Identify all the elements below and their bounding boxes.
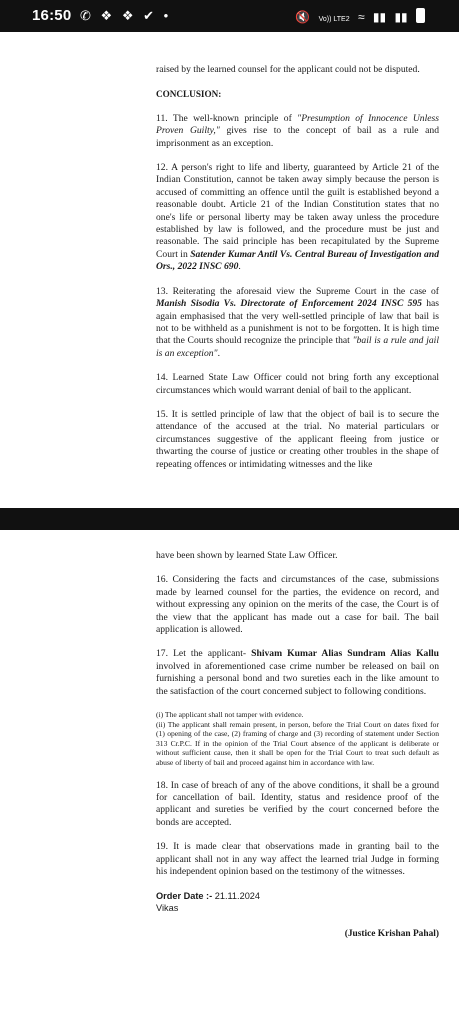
paragraph-13 [156, 286, 439, 360]
p12-text-b: . [238, 261, 241, 273]
p17-text-b: involved in aforementioned case crime number be released on bail on furnishing a personal bond and two sureties each in the like amount to the satisfaction of the court concerned subject to following conditions. [156, 660, 439, 697]
app-grid-icon-2: ❖ [121, 8, 134, 23]
paragraph-continuation-2: have been shown by learned State Law Officer. [156, 550, 338, 561]
p13-text-b: has again emphasised that the very well-settled principle of law that bail is not to be withheld as a punishment is not to be forgotten. It is high time that the Courts should recognize the principle that [156, 298, 440, 347]
paragraph-14: 14. Learned State Law Officer could not bring forth any exceptional circumstances which would warrant denial of bail to the applicant. [156, 372, 439, 396]
mute-icon: 🔇 [295, 10, 311, 24]
document-page-2[interactable] [0, 530, 459, 1024]
paragraph-15: 15. It is settled principle of law that the object of bail is to secure the attendance of the accused at the trial. No material particulars or circumstances suggestive of the applicant fleeing from justice or thwarting the course of justice or creating other troubles in the shape of repeating offences or intimidating witnesses and the like [156, 408, 439, 470]
judge-signature: (Justice Krishan Pahal) [344, 929, 439, 940]
page1-text-column [156, 64, 439, 483]
dot-icon: • [163, 8, 169, 23]
paragraph-18: 18. In case of breach of any of the above conditions, it shall be a ground for cancellation of bail. Identity, status and residence proof of the applicant and sureties be verified by the court concerned before the bonds are accepted. [156, 779, 439, 828]
paragraph-11 [156, 113, 439, 150]
volte-label: Vo)) LTE2 [318, 16, 350, 23]
order-date-line [156, 890, 439, 902]
p11-emphasis: "Presumption of Innocence Unless Proven Guilty," [156, 112, 439, 137]
page2-text-column [156, 550, 439, 941]
app-grid-icon: ❖ [100, 8, 113, 23]
notification-icons [80, 8, 174, 24]
p11-text-a: 11. The well-known principle of [156, 112, 298, 124]
page-divider [0, 508, 459, 530]
applicant-name: Shivam Kumar Alias Sundram Alias Kallu [251, 648, 439, 660]
p12-text-a: 12. A person's right to life and liberty, guaranteed by Article 21 of the Indian Constitution, cannot be taken away simply because the person is accused of committing an offence until the guilt is established beyond a reasonable doubt. Article 21 of the Indian Constitution states that no one's life or personal liberty may be taken away unless the procedure established by law is followed, and the procedure must be just and reasonable. The said principle has been recapitulated by the Supreme Court in [156, 162, 439, 260]
link-icon: ✔ [143, 8, 154, 23]
order-date-label: Order Date :- [156, 891, 213, 902]
p13-text-a: 13. Reiterating the aforesaid view the Supreme Court in the case of [156, 285, 439, 297]
wifi-icon: ≈ [357, 10, 365, 24]
paragraph-continuation: raised by the learned counsel for the applicant could not be disputed. [156, 64, 420, 75]
condition-2: (ii) The applicant shall remain present, in person, before the Trial Court on dates fixed for (1) opening of the case, (2) framing of charge and (3) recording of statement under Section 313 Cr.P.C. If in the opinion of the Trial Court absence of the applicant is deliberate or without sufficient cause, then it shall be open for the Trial Court to treat such default as abuse of liberty of bail and proceed against him in accordance with law. [156, 719, 439, 768]
paragraph-16: 16. Considering the facts and circumstances of the case, submissions made by learned counsel for the parties, the evidence on record, and without expressing any opinion on the merits of the case, the Court is of the view that the applicant has made out a case for bail. The bail application is allowed. [156, 574, 439, 636]
p13-citation: Manish Sisodia Vs. Directorate of Enforcement 2024 INSC 595 [156, 298, 422, 310]
paragraph-17 [156, 648, 439, 698]
conclusion-heading: CONCLUSION: [156, 89, 222, 100]
battery-icon [416, 8, 425, 23]
order-date-value: 21.11.2024 [212, 891, 261, 902]
p13-text-c: . [217, 347, 220, 359]
paragraph-19: 19. It is made clear that observations made in granting bail to the applicant shall not in any way affect the learned trial Judge in forming his independent opinion based on the testimony of the witnesses. [156, 841, 439, 878]
status-time: 16:50 [32, 7, 72, 24]
p11-text-b: gives rise to the concept of bail as a rule and imprisonment as an exception. [156, 125, 440, 149]
order-author: Vikas [156, 903, 179, 914]
p13-emphasis: "bail is a rule and jail is an exception" [156, 335, 439, 359]
system-icons [290, 8, 425, 24]
status-bar [0, 0, 459, 32]
paragraph-12 [156, 162, 439, 274]
bail-conditions [156, 710, 439, 768]
document-page-1[interactable] [0, 32, 459, 508]
condition-1: (i) The applicant shall not tamper with evidence. [156, 710, 304, 720]
signal-icon: ▮▮ [372, 10, 387, 24]
p12-citation: Satender Kumar Antil Vs. Central Bureau of Investigation and Ors., 2022 INSC 690 [156, 248, 439, 273]
whatsapp-icon: ✆ [80, 8, 91, 23]
signal-icon-2: ▮▮ [394, 10, 408, 24]
p17-text-a: 17. Let the applicant- [156, 648, 252, 660]
